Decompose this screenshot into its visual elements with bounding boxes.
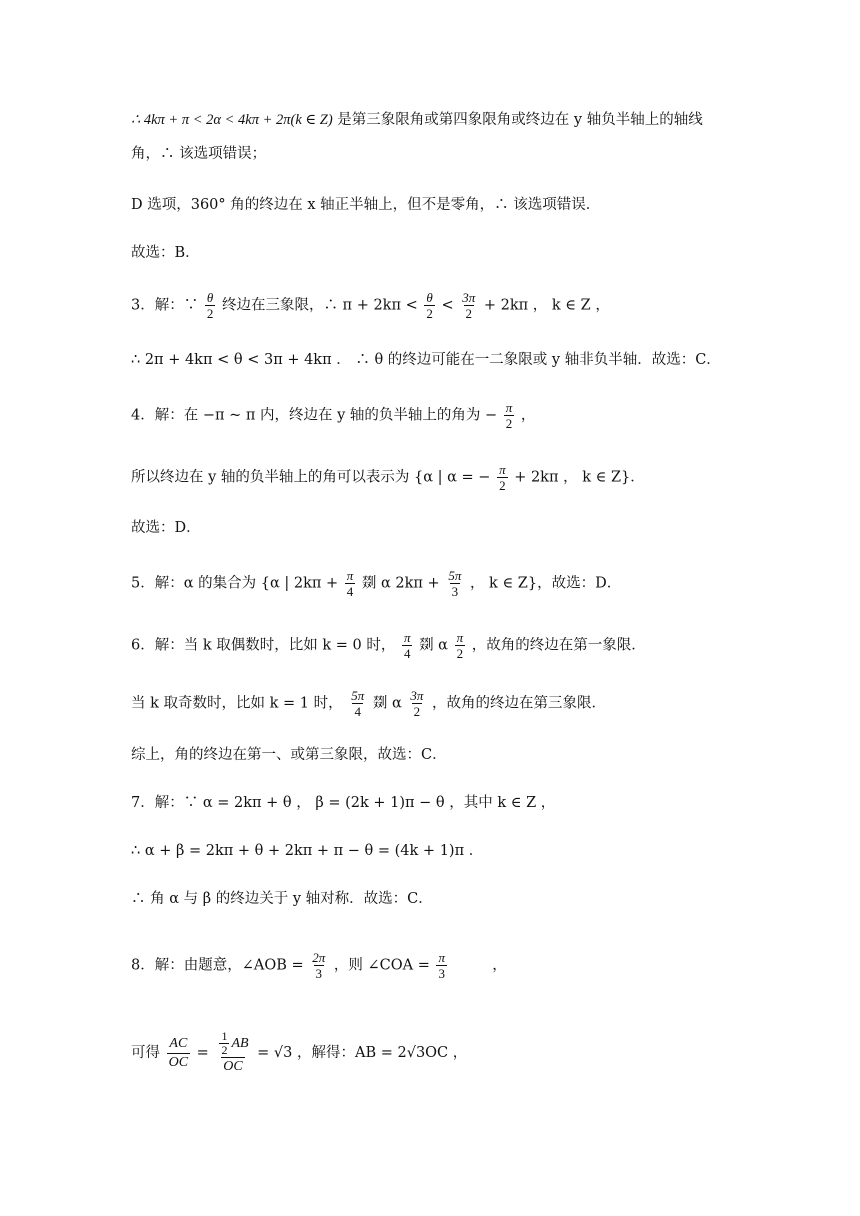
ab-term: AB	[231, 1035, 249, 1051]
denominator: 2	[499, 478, 506, 493]
fraction	[310, 950, 327, 981]
denominator: 2	[426, 306, 433, 321]
text-part: ，	[492, 957, 507, 974]
solution-6-line-3: 综上，角的终边在第一、或第三象限，故选：C．	[131, 747, 447, 763]
text-part: ，	[520, 407, 536, 424]
denominator: 3	[315, 966, 323, 981]
denominator: 2	[206, 306, 214, 321]
fraction	[345, 568, 356, 599]
fraction	[436, 950, 447, 981]
denominator: 4	[354, 704, 361, 719]
text-part: ，故角的终边在第三象限．	[431, 695, 606, 712]
numerator: 3π	[410, 688, 424, 703]
numerator: θ	[206, 290, 214, 305]
numerator: 2π	[312, 950, 326, 965]
numerator: π	[438, 950, 445, 965]
denominator: 2	[465, 306, 472, 321]
solution-5	[131, 568, 621, 599]
line-1-text: 是第三象限角或第四象限角或终边在 y 轴负半轴上的轴线	[332, 112, 703, 128]
denominator: 4	[403, 646, 411, 661]
solution-7-line-2: ∴ α + β = 2kπ + θ + 2kπ + π − θ = (4k + 1)π ．	[131, 843, 484, 859]
numerator: π	[403, 630, 411, 645]
fraction	[205, 290, 216, 321]
solution-7-line-1: 7．解：∵ α = 2kπ + θ ， β = (2k + 1)π − θ ，其中 k ∈ Z ，	[131, 795, 556, 811]
denominator: 2	[456, 646, 464, 661]
text-part: 3．解：∵	[131, 297, 199, 314]
numerator: 3π	[462, 290, 476, 305]
line-1	[131, 110, 703, 130]
numerator: θ	[426, 290, 433, 305]
solution-8-line-1	[131, 950, 507, 981]
text-part: + 2kπ ， k ∈ Z}．	[514, 469, 645, 486]
text-part: + 2kπ ， k ∈ Z ，	[483, 297, 610, 314]
solution-4-line-2	[131, 462, 645, 493]
text-part: <	[441, 297, 454, 314]
text-part: 可得	[131, 1045, 160, 1061]
fraction	[497, 462, 508, 493]
fraction	[424, 290, 435, 321]
numerator: AC	[169, 1035, 188, 1051]
solution-3-line-1	[131, 290, 610, 321]
fraction	[446, 568, 463, 599]
text-part: 剟 α 2kπ +	[361, 575, 440, 592]
fraction	[460, 290, 477, 321]
line-3: D 选项，360° 角的终边在 x 轴正半轴上，但不是零角，∴ 该选项错误．	[131, 197, 601, 213]
solution-8-line-2	[131, 1030, 467, 1076]
numerator: 1	[221, 1029, 228, 1043]
text-part: 6．解：当 k 取偶数时，比如 k = 0 时，	[131, 637, 396, 654]
fraction-half-ab-over-oc	[215, 1030, 250, 1076]
solution-6-line-1	[131, 630, 646, 661]
solution-4-line-3: 故选：D．	[131, 520, 201, 536]
denominator: 2	[221, 1043, 228, 1057]
numerator: π	[346, 568, 354, 583]
solution-3-line-2: ∴ 2π + 4kπ < θ < 3π + 4kπ ． ∴ θ 的终边可能在一二象限或 y 轴非负半轴．故选：C．	[131, 352, 721, 368]
text-part: ，故角的终边在第一象限．	[471, 637, 646, 654]
text-part: ， k ∈ Z}，故选：D．	[469, 575, 622, 592]
fraction-one-half	[219, 1030, 229, 1057]
numerator: 5π	[351, 688, 365, 703]
fraction	[504, 400, 515, 431]
text-part: 剟 α	[372, 695, 402, 712]
fraction	[349, 688, 366, 719]
numerator: π	[505, 400, 513, 415]
denominator: OC	[168, 1054, 189, 1070]
fraction	[455, 630, 466, 661]
text-part: 5．解：α 的集合为 {α | 2kπ +	[131, 575, 339, 592]
numerator: 5π	[448, 568, 462, 583]
solution-4-line-1	[131, 400, 535, 431]
denominator: 3	[438, 966, 445, 981]
fraction	[408, 688, 425, 719]
text-part: 终边在三象限，∴ π + 2kπ <	[221, 297, 418, 314]
text-part: 8．解：由题意，∠AOB =	[131, 957, 304, 974]
line-4: 故选：B．	[131, 245, 200, 261]
text-part: ，则 ∠COA =	[333, 957, 430, 974]
text-part: = √3 ，解得：AB = 2√3OC ，	[257, 1045, 468, 1061]
fraction-ac-oc	[167, 1035, 190, 1072]
fraction	[402, 630, 413, 661]
text-part: 剟 α	[419, 637, 448, 654]
denominator: 3	[451, 584, 459, 599]
text-part: 4．解：在 −π ~ π 内，终边在 y 轴的负半轴上的角为 −	[131, 407, 498, 424]
denominator: 4	[346, 584, 354, 599]
numerator: π	[499, 462, 506, 477]
solution-6-line-2	[131, 688, 606, 719]
nested-expression	[217, 1030, 248, 1057]
text-part: 所以终边在 y 轴的负半轴上的角可以表示为 {α | α = −	[131, 469, 491, 486]
text-part: 当 k 取奇数时，比如 k = 1 时，	[131, 695, 343, 712]
denominator: OC	[223, 1059, 243, 1074]
line-2: 角，∴ 该选项错误；	[131, 146, 267, 162]
equals-sign: =	[196, 1045, 209, 1061]
inequality-expr: ∴ 4kπ + π < 2α < 4kπ + 2π(k ∈ Z)	[131, 112, 333, 128]
compound-numerator	[215, 1030, 250, 1057]
solution-7-line-3: ∴ 角 α 与 β 的终边关于 y 轴对称．故选：C．	[131, 891, 433, 907]
denominator: 2	[413, 704, 421, 719]
numerator: π	[456, 630, 464, 645]
denominator: 2	[505, 416, 513, 431]
